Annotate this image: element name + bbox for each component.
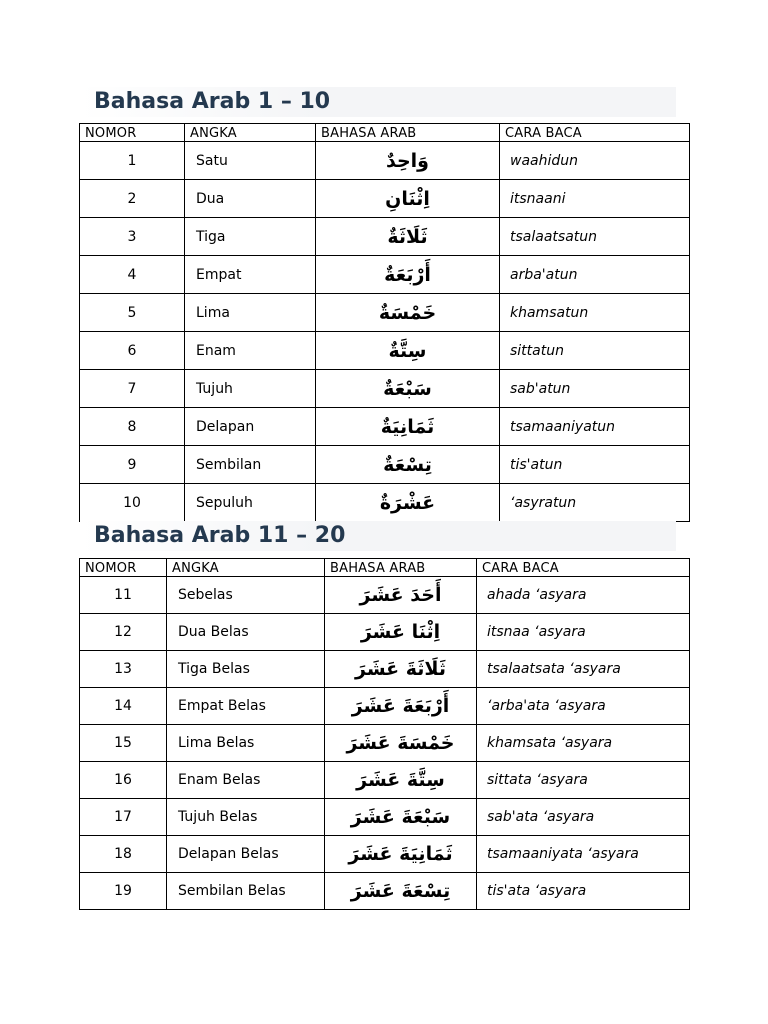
cell-cara-baca: ‘arba'ata ‘asyara (477, 688, 690, 725)
table-row (80, 332, 690, 370)
cell-cara-baca: itsnaa ‘asyara (477, 614, 690, 651)
cell-bahasa-arab: ثَمَانِيَةَ عَشَرَ (325, 836, 477, 873)
cell-cara-baca: arba'atun (500, 256, 690, 294)
cell-nomor: 14 (80, 688, 167, 725)
cell-cara-baca: tis'atun (500, 446, 690, 484)
cell-cara-baca: tsamaaniyatun (500, 408, 690, 446)
cell-cara-baca: sittatun (500, 332, 690, 370)
header-nomor: NOMOR (80, 559, 167, 577)
cell-nomor: 2 (80, 180, 185, 218)
table-row (80, 446, 690, 484)
cell-nomor: 5 (80, 294, 185, 332)
cell-bahasa-arab: ثَلَاثَةٌ (316, 218, 500, 256)
cell-nomor: 10 (80, 484, 185, 522)
cell-nomor: 9 (80, 446, 185, 484)
cell-angka: Enam Belas (167, 762, 325, 799)
cell-nomor: 15 (80, 725, 167, 762)
cell-bahasa-arab: خَمْسَةَ عَشَرَ (325, 725, 477, 762)
cell-cara-baca: tsalaatsata ‘asyara (477, 651, 690, 688)
cell-bahasa-arab: سِتَّةَ عَشَرَ (325, 762, 477, 799)
cell-angka: Tiga Belas (167, 651, 325, 688)
section-title-1-10: Bahasa Arab 1 – 10 (80, 87, 676, 117)
cell-nomor: 4 (80, 256, 185, 294)
cell-cara-baca: khamsatun (500, 294, 690, 332)
table-row (80, 484, 690, 522)
cell-nomor: 1 (80, 142, 185, 180)
cell-angka: Empat (185, 256, 316, 294)
table-row (80, 142, 690, 180)
cell-bahasa-arab: ثَمَانِيَةٌ (316, 408, 500, 446)
table-row (80, 836, 690, 873)
cell-cara-baca: tsalaatsatun (500, 218, 690, 256)
cell-angka: Sembilan (185, 446, 316, 484)
cell-angka: Tiga (185, 218, 316, 256)
cell-nomor: 3 (80, 218, 185, 256)
cell-cara-baca: itsnaani (500, 180, 690, 218)
cell-cara-baca: tsamaaniyata ‘asyara (477, 836, 690, 873)
cell-angka: Sembilan Belas (167, 873, 325, 910)
cell-nomor: 18 (80, 836, 167, 873)
header-bahasa-arab: BAHASA ARAB (325, 559, 477, 577)
cell-angka: Dua Belas (167, 614, 325, 651)
cell-angka: Delapan Belas (167, 836, 325, 873)
table-row (80, 799, 690, 836)
cell-bahasa-arab: أَحَدَ عَشَرَ (325, 577, 477, 614)
cell-angka: Lima (185, 294, 316, 332)
cell-cara-baca: khamsata ‘asyara (477, 725, 690, 762)
cell-nomor: 11 (80, 577, 167, 614)
cell-angka: Satu (185, 142, 316, 180)
cell-cara-baca: ‘asyratun (500, 484, 690, 522)
table-row (80, 294, 690, 332)
numbers-table-1-10 (79, 123, 690, 522)
table-row (80, 577, 690, 614)
cell-bahasa-arab: سَبْعَةٌ (316, 370, 500, 408)
table-row (80, 408, 690, 446)
cell-bahasa-arab: تِسْعَةَ عَشَرَ (325, 873, 477, 910)
header-angka: ANGKA (185, 124, 316, 142)
cell-cara-baca: sittata ‘asyara (477, 762, 690, 799)
cell-cara-baca: tis'ata ‘asyara (477, 873, 690, 910)
cell-cara-baca: sab'ata ‘asyara (477, 799, 690, 836)
cell-angka: Empat Belas (167, 688, 325, 725)
cell-cara-baca: sab'atun (500, 370, 690, 408)
table-row (80, 688, 690, 725)
cell-nomor: 19 (80, 873, 167, 910)
cell-bahasa-arab: سَبْعَةَ عَشَرَ (325, 799, 477, 836)
cell-bahasa-arab: أَرْبَعَةَ عَشَرَ (325, 688, 477, 725)
cell-angka: Enam (185, 332, 316, 370)
cell-nomor: 13 (80, 651, 167, 688)
table-row (80, 651, 690, 688)
section-title-11-20: Bahasa Arab 11 – 20 (80, 521, 676, 551)
cell-angka: Delapan (185, 408, 316, 446)
table-row (80, 614, 690, 651)
cell-bahasa-arab: أَرْبَعَةٌ (316, 256, 500, 294)
cell-angka: Tujuh (185, 370, 316, 408)
header-cara-baca: CARA BACA (477, 559, 690, 577)
header-nomor: NOMOR (80, 124, 185, 142)
table-row (80, 180, 690, 218)
table-row (80, 762, 690, 799)
cell-bahasa-arab: عَشْرَةٌ (316, 484, 500, 522)
cell-bahasa-arab: اِثْنَانِ (316, 180, 500, 218)
table-row (80, 873, 690, 910)
cell-bahasa-arab: ثَلَاثَةَ عَشَرَ (325, 651, 477, 688)
table-row (80, 218, 690, 256)
cell-nomor: 8 (80, 408, 185, 446)
table-body (80, 142, 690, 522)
cell-angka: Tujuh Belas (167, 799, 325, 836)
table-row (80, 725, 690, 762)
cell-cara-baca: waahidun (500, 142, 690, 180)
cell-cara-baca: ahada ‘asyara (477, 577, 690, 614)
cell-nomor: 6 (80, 332, 185, 370)
cell-bahasa-arab: وَاحِدٌ (316, 142, 500, 180)
cell-nomor: 7 (80, 370, 185, 408)
cell-angka: Dua (185, 180, 316, 218)
header-cara-baca: CARA BACA (500, 124, 690, 142)
cell-nomor: 12 (80, 614, 167, 651)
cell-nomor: 16 (80, 762, 167, 799)
numbers-table-11-20 (79, 558, 690, 910)
table-header-row (80, 124, 690, 142)
table-header-row (80, 559, 690, 577)
cell-bahasa-arab: خَمْسَةٌ (316, 294, 500, 332)
cell-angka: Lima Belas (167, 725, 325, 762)
table-row (80, 370, 690, 408)
header-bahasa-arab: BAHASA ARAB (316, 124, 500, 142)
cell-bahasa-arab: اِثْنَا عَشَرَ (325, 614, 477, 651)
header-angka: ANGKA (167, 559, 325, 577)
table-body (80, 577, 690, 910)
cell-angka: Sepuluh (185, 484, 316, 522)
cell-bahasa-arab: سِتَّةٌ (316, 332, 500, 370)
table-row (80, 256, 690, 294)
cell-nomor: 17 (80, 799, 167, 836)
cell-angka: Sebelas (167, 577, 325, 614)
cell-bahasa-arab: تِسْعَةٌ (316, 446, 500, 484)
